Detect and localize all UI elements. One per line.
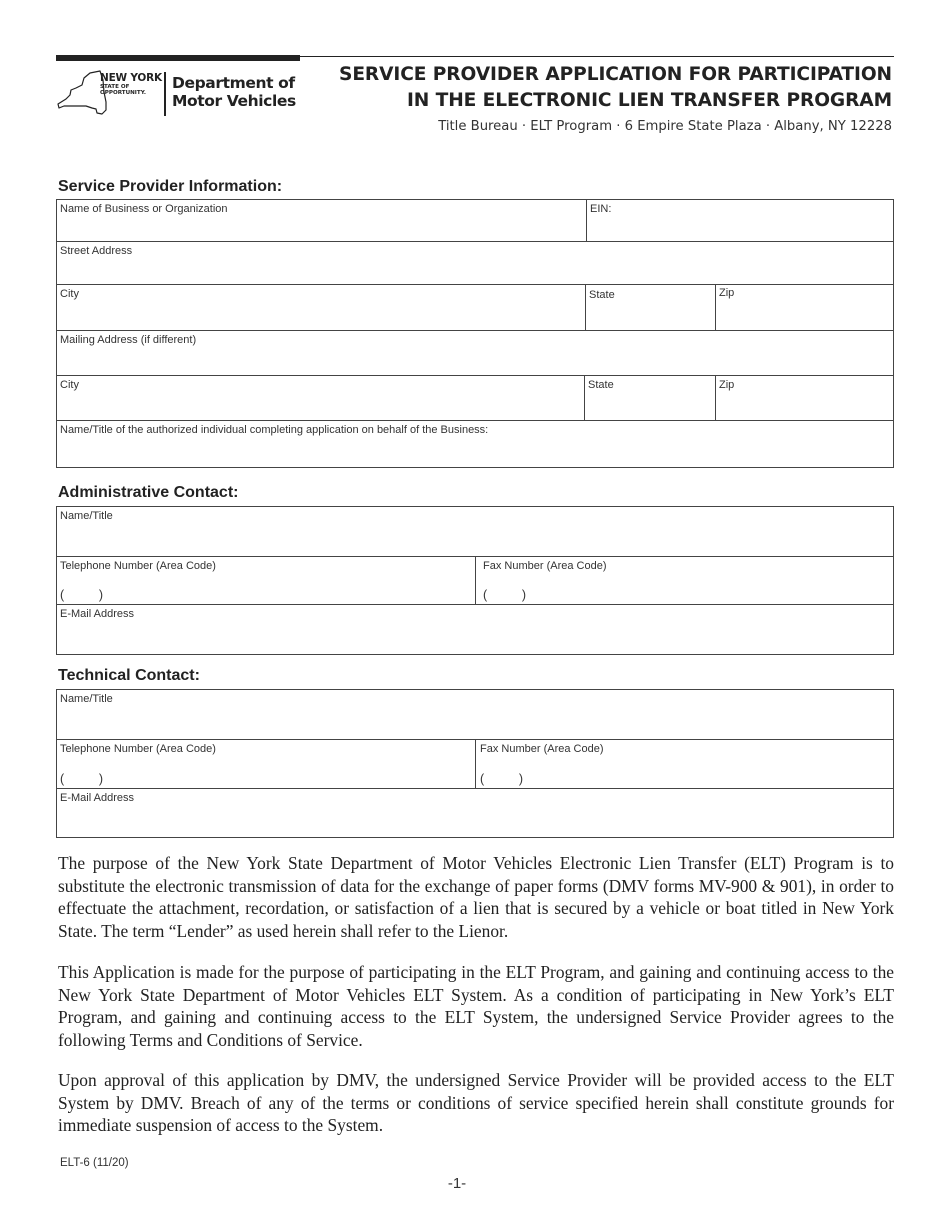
ein-field[interactable] [587, 200, 893, 242]
application-paragraph: This Application is made for the purpose of participating in the ELT Program, and gaining and continuing access to the New York State Department of Motor Vehicles ELT System. As a condition of participating in New York’s ELT Program, and gaining and continuing access to the ELT System, the undersigned Service Provider agrees to the following Terms and Conditions of Service. [58, 962, 894, 1050]
zip-label: Zip [719, 287, 735, 299]
tech-name-title-field[interactable] [57, 690, 893, 740]
mailing-city-field[interactable] [57, 376, 585, 421]
header-top-rule [300, 56, 894, 57]
service-provider-heading: Service Provider Information: [58, 178, 283, 195]
tech-name-title-label: Name/Title [60, 693, 113, 705]
tech-phone-area-code: ( ) [60, 772, 104, 786]
city-label: City [60, 288, 79, 300]
admin-name-title-label: Name/Title [60, 510, 113, 522]
form-number: ELT-6 (11/20) [60, 1157, 129, 1169]
zip-field[interactable] [716, 285, 893, 331]
admin-phone-label: Telephone Number (Area Code) [60, 560, 216, 572]
ny-state-name: NEW YORK [100, 72, 162, 84]
purpose-paragraph: The purpose of the New York State Department of Motor Vehicles Electronic Lien Transfer (ELT) Program is to substitute the electronic transmission of data for the exchange of paper forms (DMV forms MV-900 & 901), in order to effectuate the attachment, recordation, or satisfaction of a lien that is secured by a vehicle or boat titled in New York State. The term “Lender” as used herein shall refer to the Lienor. [58, 853, 894, 941]
tech-phone-label: Telephone Number (Area Code) [60, 743, 216, 755]
form-title [312, 62, 892, 114]
mailing-state-field[interactable] [585, 376, 716, 421]
business-name-label: Name of Business or Organization [60, 203, 228, 215]
page-number: -1- [447, 1175, 467, 1192]
authorized-individual-field[interactable] [57, 421, 893, 467]
state-label: State [589, 289, 615, 301]
tech-email-label: E-Mail Address [60, 792, 134, 804]
admin-contact-section [56, 506, 894, 655]
admin-name-title-field[interactable] [57, 507, 893, 557]
tech-fax-label: Fax Number (Area Code) [480, 743, 604, 755]
business-name-field[interactable] [57, 200, 587, 242]
form-subtitle: Title Bureau · ELT Program · 6 Empire State Plaza · Albany, NY 12228 [438, 119, 892, 134]
admin-fax-field[interactable] [476, 557, 893, 605]
header-top-bar [56, 55, 300, 61]
tech-fax-field[interactable] [476, 740, 893, 789]
admin-phone-field[interactable] [57, 557, 476, 605]
ny-wordmark [100, 73, 162, 96]
mailing-zip-field[interactable] [716, 376, 893, 421]
approval-paragraph: Upon approval of this application by DMV, the undersigned Service Provider will be provided access to the ELT System by DMV. Breach of any of the terms or conditions of service specified herein shall constitute grounds for immediate suspension of access to the System. [58, 1070, 894, 1136]
dmv-wordmark [172, 74, 296, 110]
mailing-state-label: State [588, 379, 614, 391]
mailing-city-label: City [60, 379, 79, 391]
authorized-individual-label: Name/Title of the authorized individual completing application on behalf of the Business: [60, 424, 489, 436]
admin-email-field[interactable] [57, 605, 893, 654]
tech-contact-section [56, 689, 894, 838]
ein-label: EIN: [590, 203, 612, 215]
admin-fax-area-code: ( ) [483, 588, 527, 602]
service-provider-section [56, 199, 894, 468]
dept-line-2: Motor Vehicles [172, 92, 296, 110]
ny-tagline-1: STATE OF [100, 84, 130, 90]
nys-dmv-logo [56, 66, 300, 120]
mailing-zip-label: Zip [719, 379, 735, 391]
admin-phone-area-code: ( ) [60, 588, 104, 602]
ny-tagline-2: OPPORTUNITY. [100, 90, 146, 96]
state-field[interactable] [586, 285, 716, 331]
dept-line-1: Department of [172, 74, 295, 92]
tech-email-field[interactable] [57, 789, 893, 837]
form-title-line-2: IN THE ELECTRONIC LIEN TRANSFER PROGRAM [406, 90, 892, 111]
mailing-address-field[interactable] [57, 331, 893, 376]
tech-contact-heading: Technical Contact: [58, 667, 200, 684]
city-field[interactable] [57, 285, 586, 331]
street-address-field[interactable] [57, 242, 893, 285]
admin-email-label: E-Mail Address [60, 608, 134, 620]
tech-fax-area-code: ( ) [480, 772, 524, 786]
logo-divider [164, 72, 166, 116]
admin-fax-label: Fax Number (Area Code) [483, 560, 607, 572]
street-address-label: Street Address [60, 245, 133, 257]
form-title-line-1: SERVICE PROVIDER APPLICATION FOR PARTICIPATION [339, 64, 892, 85]
tech-phone-field[interactable] [57, 740, 476, 789]
admin-contact-heading: Administrative Contact: [58, 484, 239, 501]
mailing-address-label: Mailing Address (if different) [60, 334, 197, 346]
